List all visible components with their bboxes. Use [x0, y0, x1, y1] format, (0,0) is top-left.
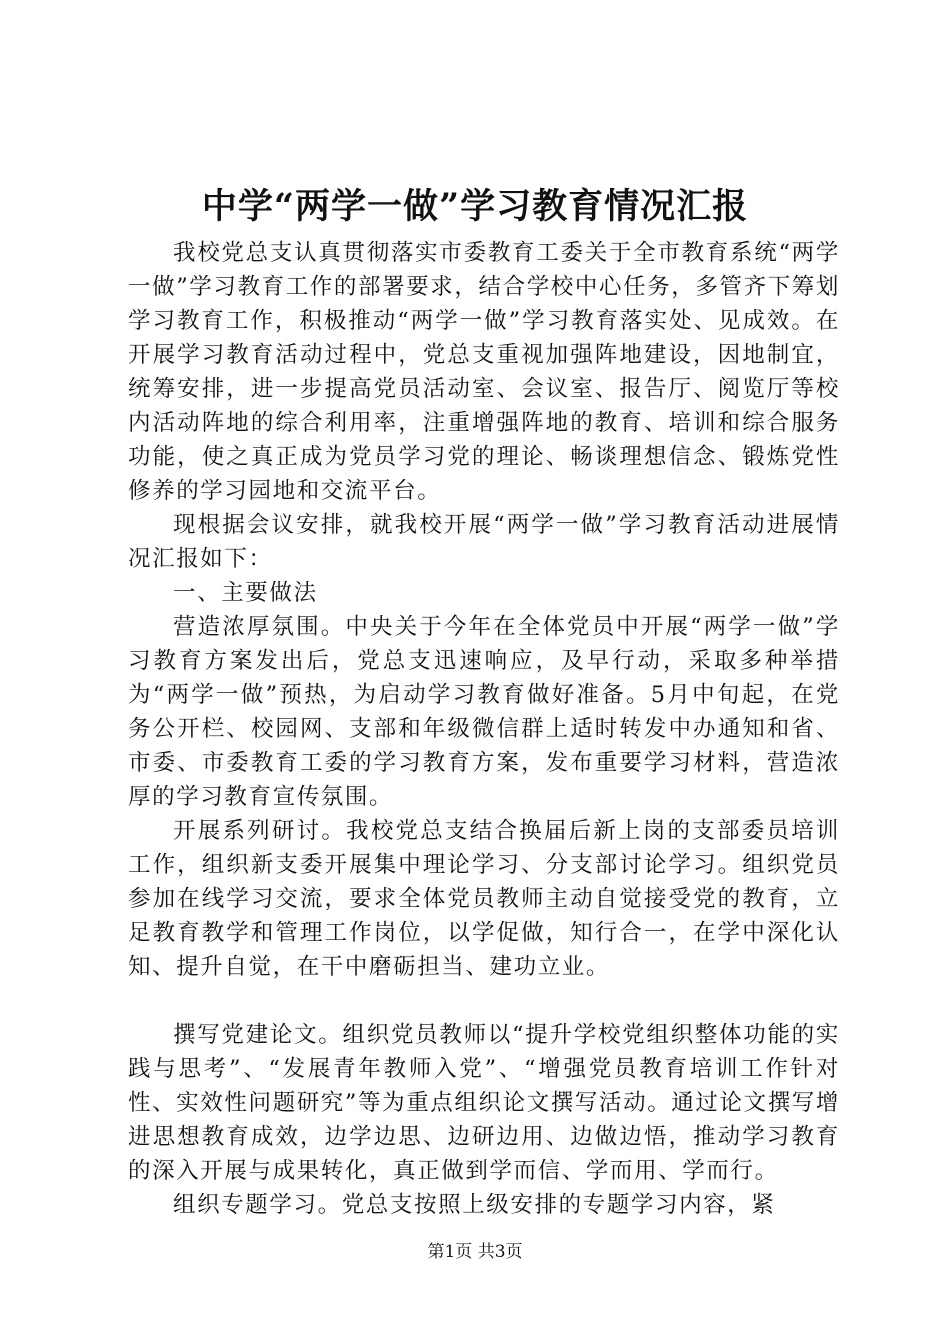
paragraph-papers: 撰写党建论文。组织党员教师以“提升学校党组织整体功能的实践与思考”、“发展青年教师入党”、“增强党员教育培训工作针对性、实效性问题研究”等为重点组织论文撰写活动。通过论文撰写增进思想教育成效，边学边思、边研边用、边做边悟，推动学习教育的深入开展与成果转化，真正做到学而信、学而用、学而行。 — [128, 1022, 841, 1184]
section-heading-main-practices: 一、主要做法 — [173, 580, 318, 606]
paragraph-spacer — [128, 984, 840, 1018]
paragraph-seminars: 开展系列研讨。我校党总支结合换届后新上岗的支部委员培训工作，组织新支委开展集中理论学习、分支部讨论学习。组织党员参加在线学习交流，要求全体党员教师主动自觉接受党的教育，立足教育教学和管理工作岗位，以学促做，知行合一，在学中深化认知、提升自觉，在干中磨砺担当、建功立业。 — [128, 818, 840, 980]
page-footer: 第1页 共3页 — [427, 1242, 523, 1262]
paragraph-report-lead: 现根据会议安排，就我校开展“两学一做”学习教育活动进展情况汇报如下： — [128, 512, 840, 572]
paragraph-atmosphere: 营造浓厚氛围。中央关于今年在全体党员中开展“两学一做”学习教育方案发出后，党总支迅速响应，及早行动，采取多种举措为“两学一做”预热，为启动学习教育做好准备。5月中旬起，在党务公开栏、校园网、支部和年级微信群上适时转发中办通知和省、市委、市委教育工委的学习教育方案，发布重要学习材料，营造浓厚的学习教育宣传氛围。 — [128, 614, 840, 810]
document-title: 中学“两学一做”学习教育情况汇报 — [201, 186, 749, 227]
document-body — [128, 236, 840, 1222]
paragraph-special-study: 组织专题学习。党总支按照上级安排的专题学习内容，紧 — [173, 1192, 776, 1218]
paragraph-intro: 我校党总支认真贯彻落实市委教育工委关于全市教育系统“两学一做”学习教育工作的部署要求，结合学校中心任务，多管齐下筹划学习教育工作，积极推动“两学一做”学习教育落实处、见成效。在开展学习教育活动过程中，党总支重视加强阵地建设，因地制宜，统筹安排，进一步提高党员活动室、会议室、报告厅、阅览厅等校内活动阵地的综合利用率，注重增强阵地的教育、培训和综合服务功能，使之真正成为党员学习党的理论、畅谈理想信念、锻炼党性修养的学习园地和交流平台。 — [128, 240, 841, 504]
